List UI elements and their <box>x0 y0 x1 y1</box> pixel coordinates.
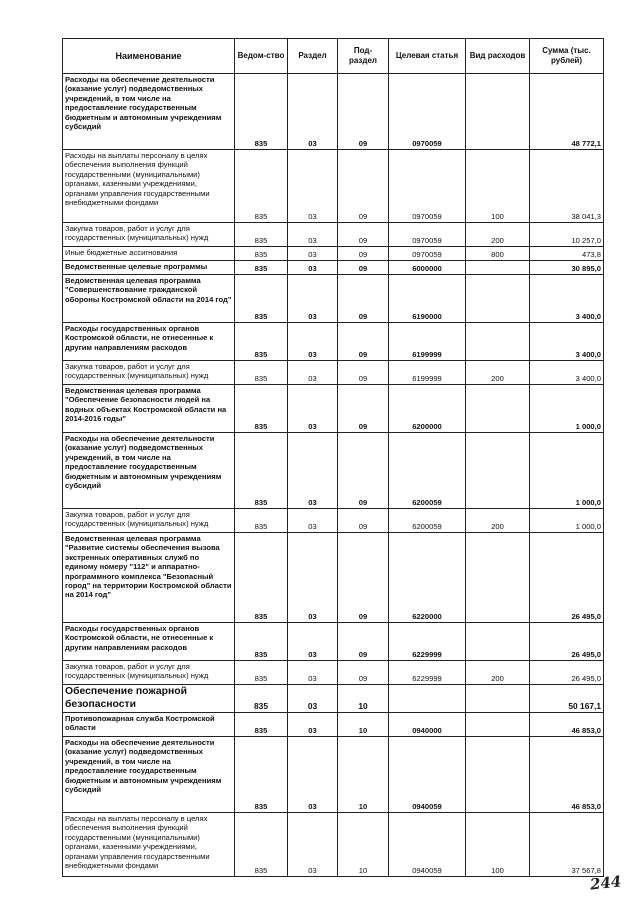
cell-subsection: 09 <box>338 74 389 150</box>
header-subsection: Под-раздел <box>338 39 389 74</box>
cell-subsection: 09 <box>338 323 389 361</box>
cell-dept: 835 <box>235 247 288 261</box>
cell-article: 6229999 <box>389 661 466 685</box>
cell-amount: 46 853,0 <box>530 737 604 813</box>
table-row <box>63 247 604 261</box>
cell-amount: 1 000,0 <box>530 433 604 509</box>
cell-amount: 473,8 <box>530 247 604 261</box>
header-name: Наименование <box>63 39 235 74</box>
cell-section: 03 <box>288 74 338 150</box>
page-number: 244 <box>589 872 623 894</box>
cell-subsection: 09 <box>338 247 389 261</box>
cell-dept: 835 <box>235 275 288 323</box>
cell-dept: 835 <box>235 433 288 509</box>
cell-subsection: 09 <box>338 223 389 247</box>
cell-amount: 26 495,0 <box>530 661 604 685</box>
table-row <box>63 385 604 433</box>
cell-name: Расходы на выплаты персоналу в целях обеспечения выполнения функций государственными (муниципальными) органами, казенными учреждениями, органами управления государственными внебюджетными фондами <box>63 150 235 223</box>
cell-section: 03 <box>288 623 338 661</box>
cell-dept: 835 <box>235 385 288 433</box>
table-row <box>63 661 604 685</box>
cell-amount: 48 772,1 <box>530 74 604 150</box>
cell-subsection: 09 <box>338 661 389 685</box>
cell-amount: 3 400,0 <box>530 361 604 385</box>
cell-type <box>466 713 530 737</box>
header-section: Раздел <box>288 39 338 74</box>
cell-name: Противопожарная служба Костромской области <box>63 713 235 737</box>
cell-type: 200 <box>466 509 530 533</box>
cell-section: 03 <box>288 223 338 247</box>
cell-subsection: 09 <box>338 150 389 223</box>
cell-type: 200 <box>466 361 530 385</box>
table-row <box>63 361 604 385</box>
cell-section: 03 <box>288 433 338 509</box>
cell-name: Ведомственная целевая программа "Развитие системы обеспечения вызова экстренных оперативных служб по единому номеру "112" и аппаратно-программного комплекса "Безопасный город" на территории Костромской области на 2014 год" <box>63 533 235 623</box>
cell-amount: 37 567,8 <box>530 813 604 877</box>
table-row <box>63 150 604 223</box>
header-expense-type: Вид расходов <box>466 39 530 74</box>
cell-section: 03 <box>288 737 338 813</box>
cell-type: 200 <box>466 223 530 247</box>
cell-subsection: 10 <box>338 813 389 877</box>
table-row <box>63 509 604 533</box>
table-header-row <box>63 39 604 74</box>
table-row <box>63 533 604 623</box>
cell-subsection: 09 <box>338 261 389 275</box>
table-row <box>63 261 604 275</box>
cell-type: 800 <box>466 247 530 261</box>
cell-article: 6220000 <box>389 533 466 623</box>
cell-amount: 26 495,0 <box>530 533 604 623</box>
cell-dept: 835 <box>235 713 288 737</box>
cell-name: Расходы на обеспечение деятельности (оказание услуг) подведомственных учреждений, в том числе на предоставление государственным бюджетным и автономным учреждениям субсидий <box>63 737 235 813</box>
cell-article: 6229999 <box>389 623 466 661</box>
table-row <box>63 74 604 150</box>
cell-dept: 835 <box>235 661 288 685</box>
cell-name: Закупка товаров, работ и услуг для государственных (муниципальных) нужд <box>63 661 235 685</box>
cell-name: Расходы на обеспечение деятельности (оказание услуг) подведомственных учреждений, в том числе на предоставление государственным бюджетным и автономным учреждениям субсидий <box>63 74 235 150</box>
cell-name: Обеспечение пожарной безопасности <box>63 685 235 713</box>
cell-subsection: 09 <box>338 509 389 533</box>
cell-subsection: 09 <box>338 361 389 385</box>
cell-name: Расходы государственных органов Костромской области, не отнесенные к другим направлениям расходов <box>63 323 235 361</box>
cell-dept: 835 <box>235 74 288 150</box>
cell-amount: 30 895,0 <box>530 261 604 275</box>
table-row <box>63 737 604 813</box>
cell-dept: 835 <box>235 150 288 223</box>
cell-section: 03 <box>288 261 338 275</box>
cell-section: 03 <box>288 247 338 261</box>
cell-dept: 835 <box>235 323 288 361</box>
cell-section: 03 <box>288 661 338 685</box>
cell-type <box>466 275 530 323</box>
cell-dept: 835 <box>235 509 288 533</box>
cell-article: 6000000 <box>389 261 466 275</box>
cell-type: 100 <box>466 813 530 877</box>
cell-name: Расходы государственных органов Костромской области, не отнесенные к другим направлениям расходов <box>63 623 235 661</box>
cell-section: 03 <box>288 361 338 385</box>
cell-dept: 835 <box>235 261 288 275</box>
table-row <box>63 433 604 509</box>
cell-article: 6200000 <box>389 385 466 433</box>
table-row <box>63 685 604 713</box>
cell-name: Закупка товаров, работ и услуг для государственных (муниципальных) нужд <box>63 223 235 247</box>
cell-amount: 26 495,0 <box>530 623 604 661</box>
cell-type <box>466 323 530 361</box>
cell-amount: 38 041,3 <box>530 150 604 223</box>
cell-section: 03 <box>288 150 338 223</box>
cell-article <box>389 685 466 713</box>
cell-section: 03 <box>288 385 338 433</box>
cell-subsection: 09 <box>338 433 389 509</box>
cell-dept: 835 <box>235 223 288 247</box>
cell-subsection: 09 <box>338 533 389 623</box>
cell-amount: 1 000,0 <box>530 509 604 533</box>
cell-article: 6199999 <box>389 361 466 385</box>
cell-amount: 10 257,0 <box>530 223 604 247</box>
cell-article: 0970059 <box>389 150 466 223</box>
cell-article: 0970059 <box>389 74 466 150</box>
cell-type <box>466 385 530 433</box>
cell-type: 100 <box>466 150 530 223</box>
cell-article: 6199999 <box>389 323 466 361</box>
cell-section: 03 <box>288 713 338 737</box>
header-dept: Ведом-ство <box>235 39 288 74</box>
cell-article: 0940059 <box>389 737 466 813</box>
cell-type <box>466 737 530 813</box>
cell-type <box>466 533 530 623</box>
cell-dept: 835 <box>235 737 288 813</box>
cell-dept: 835 <box>235 361 288 385</box>
cell-type <box>466 433 530 509</box>
cell-dept: 835 <box>235 533 288 623</box>
cell-name: Расходы на выплаты персоналу в целях обеспечения выполнения функций государственными (муниципальными) органами, казенными учреждениями, органами управления государственными внебюджетными фондами <box>63 813 235 877</box>
cell-type <box>466 623 530 661</box>
cell-dept: 835 <box>235 813 288 877</box>
cell-name: Ведомственная целевая программа "Обеспечение безопасности людей на водных объектах Костромской области на 2014-2016 годы" <box>63 385 235 433</box>
table-row <box>63 813 604 877</box>
cell-name: Иные бюджетные ассигнования <box>63 247 235 261</box>
cell-subsection: 10 <box>338 685 389 713</box>
cell-article: 0940000 <box>389 713 466 737</box>
cell-type <box>466 74 530 150</box>
table-row <box>63 323 604 361</box>
cell-section: 03 <box>288 685 338 713</box>
cell-amount: 3 400,0 <box>530 275 604 323</box>
cell-name: Закупка товаров, работ и услуг для государственных (муниципальных) нужд <box>63 509 235 533</box>
cell-type <box>466 685 530 713</box>
cell-subsection: 09 <box>338 275 389 323</box>
cell-article: 0970059 <box>389 247 466 261</box>
cell-section: 03 <box>288 323 338 361</box>
cell-article: 6200059 <box>389 433 466 509</box>
header-target-article: Целевая статья <box>389 39 466 74</box>
cell-dept: 835 <box>235 685 288 713</box>
cell-type: 200 <box>466 661 530 685</box>
cell-article: 0940059 <box>389 813 466 877</box>
cell-article: 6200059 <box>389 509 466 533</box>
cell-name: Закупка товаров, работ и услуг для государственных (муниципальных) нужд <box>63 361 235 385</box>
cell-subsection: 10 <box>338 713 389 737</box>
cell-amount: 50 167,1 <box>530 685 604 713</box>
budget-table <box>62 38 604 877</box>
cell-article: 0970059 <box>389 223 466 247</box>
cell-article: 6190000 <box>389 275 466 323</box>
cell-section: 03 <box>288 275 338 323</box>
cell-subsection: 09 <box>338 623 389 661</box>
table-row <box>63 713 604 737</box>
cell-section: 03 <box>288 509 338 533</box>
cell-subsection: 10 <box>338 737 389 813</box>
cell-name: Ведомственная целевая программа "Совершенствование гражданской обороны Костромской области на 2014 год" <box>63 275 235 323</box>
table-body <box>63 74 604 877</box>
cell-section: 03 <box>288 813 338 877</box>
cell-amount: 46 853,0 <box>530 713 604 737</box>
cell-amount: 3 400,0 <box>530 323 604 361</box>
table-row <box>63 275 604 323</box>
table-row <box>63 623 604 661</box>
header-amount: Сумма (тыс. рублей) <box>530 39 604 74</box>
budget-table-sheet <box>62 38 603 877</box>
cell-section: 03 <box>288 533 338 623</box>
cell-name: Расходы на обеспечение деятельности (оказание услуг) подведомственных учреждений, в том числе на предоставление государственным бюджетным и автономным учреждениям субсидий <box>63 433 235 509</box>
cell-type <box>466 261 530 275</box>
cell-subsection: 09 <box>338 385 389 433</box>
cell-name: Ведомственные целевые программы <box>63 261 235 275</box>
table-row <box>63 223 604 247</box>
cell-amount: 1 000,0 <box>530 385 604 433</box>
cell-dept: 835 <box>235 623 288 661</box>
